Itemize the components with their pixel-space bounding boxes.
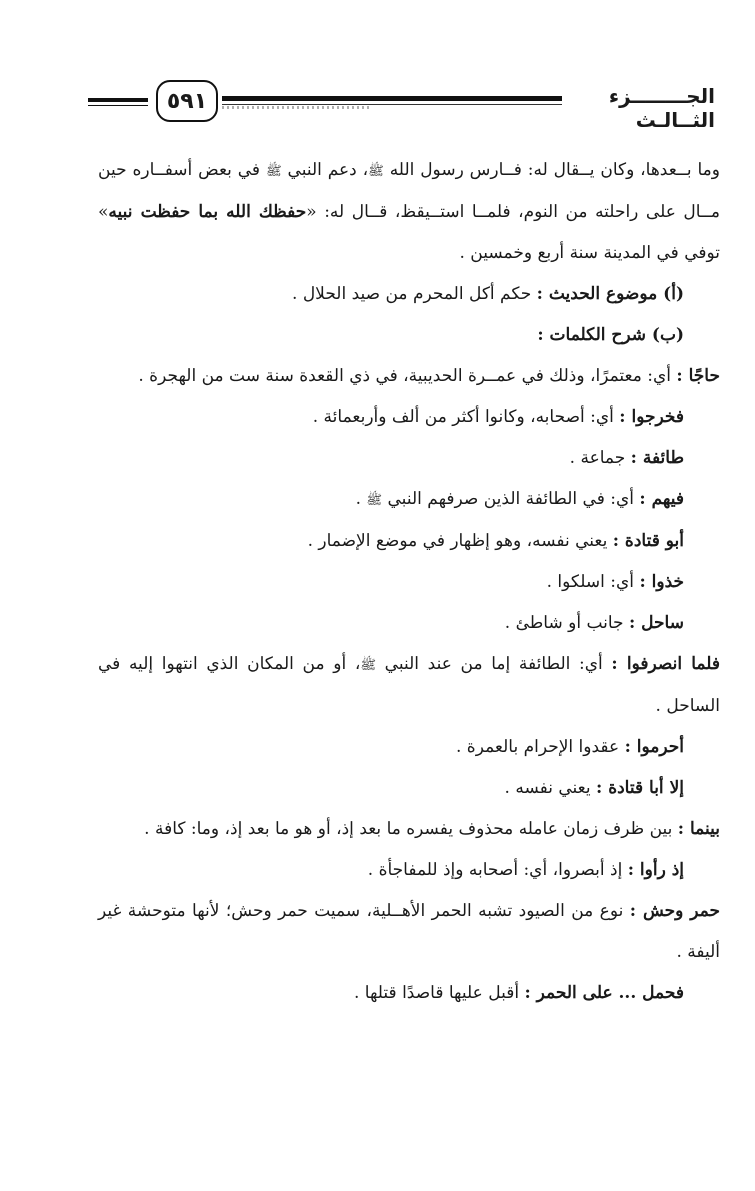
header-rule-left [88,95,148,109]
page-body [98,150,720,1014]
paragraph [98,603,720,644]
term-label: فلما انصرفوا : [611,654,720,674]
paragraph-text: ، دعم النبي [281,160,369,180]
paragraph [98,768,720,809]
term-label: إلا أبا قتادة : [596,778,684,798]
term-label: ساحل : [628,613,684,633]
header-rule-right [222,92,562,112]
term-label: (أ) موضوع الحديث : [536,284,684,304]
volume-title: الجــــــــزء الثــالـث [608,84,715,132]
paragraph-text: نوع من الصيود تشبه الحمر الأهــلية، سميت حمر وحش؛ لأنها متوحشة غير أليفة . [98,901,720,962]
paragraph-text: بين ظرف زمان عامله محذوف يفسره ما بعد إذ، أو هو ما بعد إذ، وما: كافة . [144,819,678,839]
paragraph-text: يعني نفسه . [504,778,596,798]
term-label: حمر وحش : [629,901,720,921]
paragraph [98,727,720,768]
paragraph-text: حكم أكل المحرم من صيد الحلال . [292,284,537,304]
page-header [88,78,715,132]
term-label: حاجًا : [676,366,720,386]
paragraph-text: جانب أو شاطئ . [504,613,629,633]
term-label: بينما : [677,819,720,839]
term-label: إذ رأوا : [627,860,684,880]
paragraph-text: أقبل عليها قاصدًا قتلها . [353,983,525,1003]
paragraph-text: . [355,489,367,509]
paragraph [98,891,720,973]
paragraph [98,150,720,274]
paragraph [98,479,720,521]
term-label: طائفة : [630,448,684,468]
term-label: فخرجوا : [619,407,684,427]
paragraph-text: أي: في الطائفة الذين صرفهم النبي [382,489,640,509]
term-label: فيهم : [639,489,684,509]
paragraph-text: أي: أصحابه، وكانوا أكثر من ألف وأربعمائة . [312,407,620,427]
term-label: حفظك الله بما حفظت نبيه [108,202,307,222]
paragraph-text: عقدوا الإحرام بالعمرة . [455,737,625,757]
honorific-glyph: ﷺ [368,164,384,179]
paragraph-text: » توفي في المدينة سنة أربع وخمسين . [98,202,720,263]
paragraph [98,521,720,562]
term-label: أبو قتادة : [612,531,684,551]
paragraph [98,850,720,891]
term-label: خذوا : [639,572,684,592]
paragraph [98,438,720,479]
paragraph-text: أي: اسلكوا . [546,572,640,592]
paragraph-text: جماعة . [569,448,631,468]
page-number: ٥٩١ [166,88,208,114]
paragraph [98,973,720,1014]
paragraph [98,644,720,727]
paragraph-text: أي: معتمرًا، وذلك في عمــرة الحديبية، في ذي القعدة سنة ست من الهجرة . [138,366,677,386]
term-label: فحمل ... على الحمر : [524,983,684,1003]
paragraph [98,315,720,356]
paragraph-text: في بعض أسفــاره حين مــال على راحلته من النوم، فلمــا استــيقظ، قــال له: « [98,160,720,222]
paragraph-text: ، أو من المكان الذي انتهوا إليه في الساحل . [98,654,720,716]
term-label: أحرموا : [624,737,684,757]
paragraph-text: وما بــعدها، وكان يــقال له: فــارس رسول الله [383,160,720,180]
honorific-glyph: ﷺ [265,164,282,179]
paragraph [98,274,720,315]
paragraph [98,809,720,850]
paragraph [98,397,720,438]
honorific-glyph: ﷺ [366,493,383,508]
paragraph [98,562,720,603]
paragraph-text: إذ أبصروا، أي: أصحابه وإذ للمفاجأة . [367,860,628,880]
paragraph-text: أي: الطائفة إما من عند النبي [376,654,612,674]
page-number-frame [156,80,218,122]
paragraph [98,356,720,397]
term-label: (ب) شرح الكلمات : [537,325,684,345]
honorific-glyph: ﷺ [360,658,377,673]
paragraph-text: يعني نفسه، وهو إظهار في موضع الإضمار . [307,531,613,551]
